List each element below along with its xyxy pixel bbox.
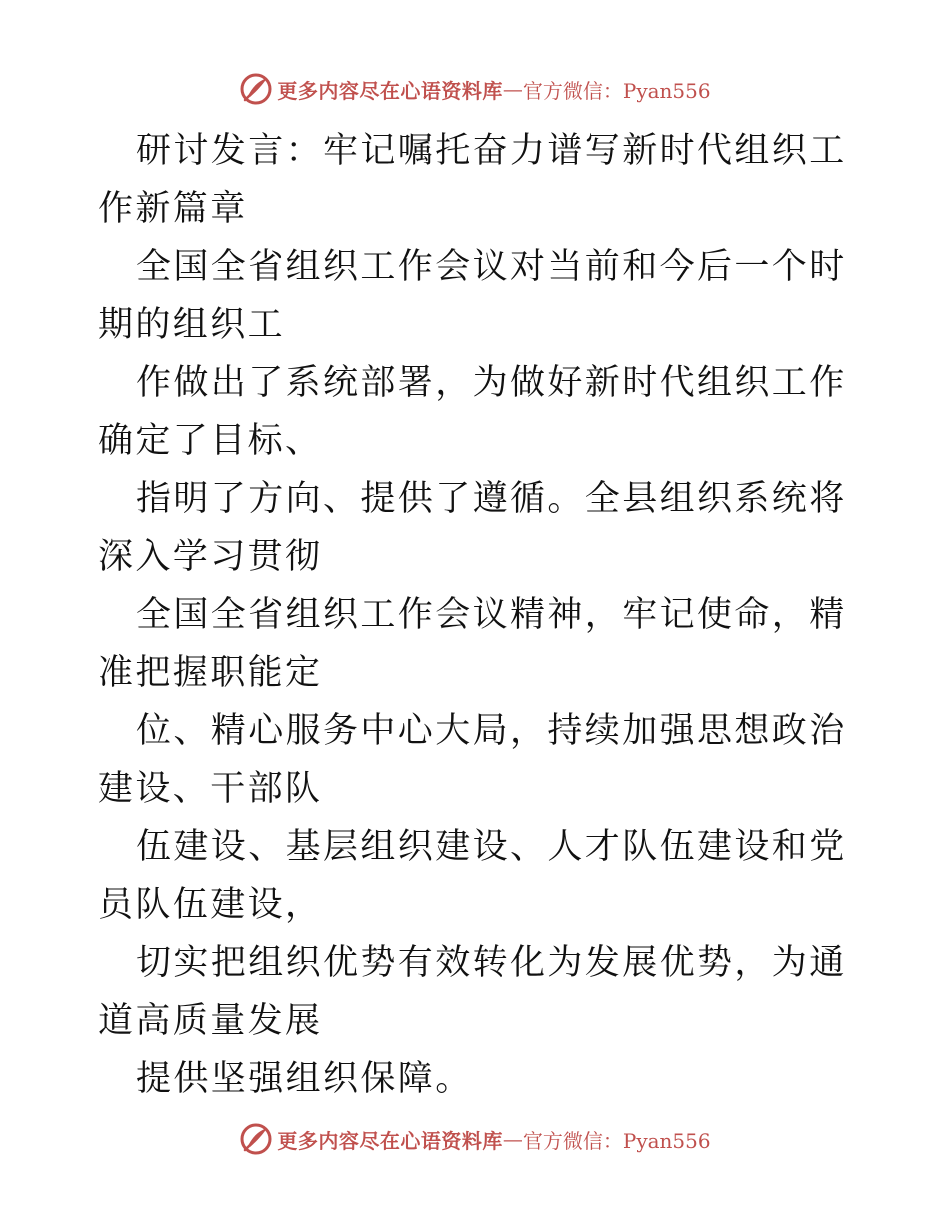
body-paragraph: 全国全省组织工作会议精神，牢记使命，精准把握职能定 [98, 595, 847, 693]
body-paragraph: 指明了方向、提供了遵循。全县组织系统将深入学习贯彻 [98, 479, 847, 577]
feather-pen-logo-icon [239, 72, 273, 106]
header-watermark-banner [0, 72, 950, 106]
body-paragraph: 位、精心服务中心大局，持续加强思想政治建设、干部队 [98, 711, 847, 809]
body-paragraph: 全国全省组织工作会议对当前和今后一个时期的组织工 [98, 247, 847, 345]
document-title-paragraph: 研讨发言：牢记嘱托奋力谱写新时代组织工作新篇章 [98, 131, 847, 229]
banner-contact: 官方微信：Pyan556 [522, 78, 711, 103]
body-paragraph: 提供坚强组织保障。 [136, 1059, 473, 1099]
banner-slogan: 更多内容尽在心语资料库 [277, 1128, 503, 1153]
feather-pen-logo-icon [239, 1122, 273, 1156]
banner-separator: — [502, 1127, 523, 1151]
footer-watermark-banner [0, 1122, 950, 1156]
document-body [98, 122, 858, 1108]
body-paragraph: 切实把组织优势有效转化为发展优势，为通道高质量发展 [98, 943, 847, 1041]
banner-slogan: 更多内容尽在心语资料库 [277, 78, 503, 103]
body-paragraph: 伍建设、基层组织建设、人才队伍建设和党员队伍建设， [98, 827, 847, 925]
banner-separator: — [502, 77, 523, 101]
banner-contact: 官方微信：Pyan556 [522, 1128, 711, 1153]
body-paragraph: 作做出了系统部署，为做好新时代组织工作确定了目标、 [98, 363, 847, 461]
